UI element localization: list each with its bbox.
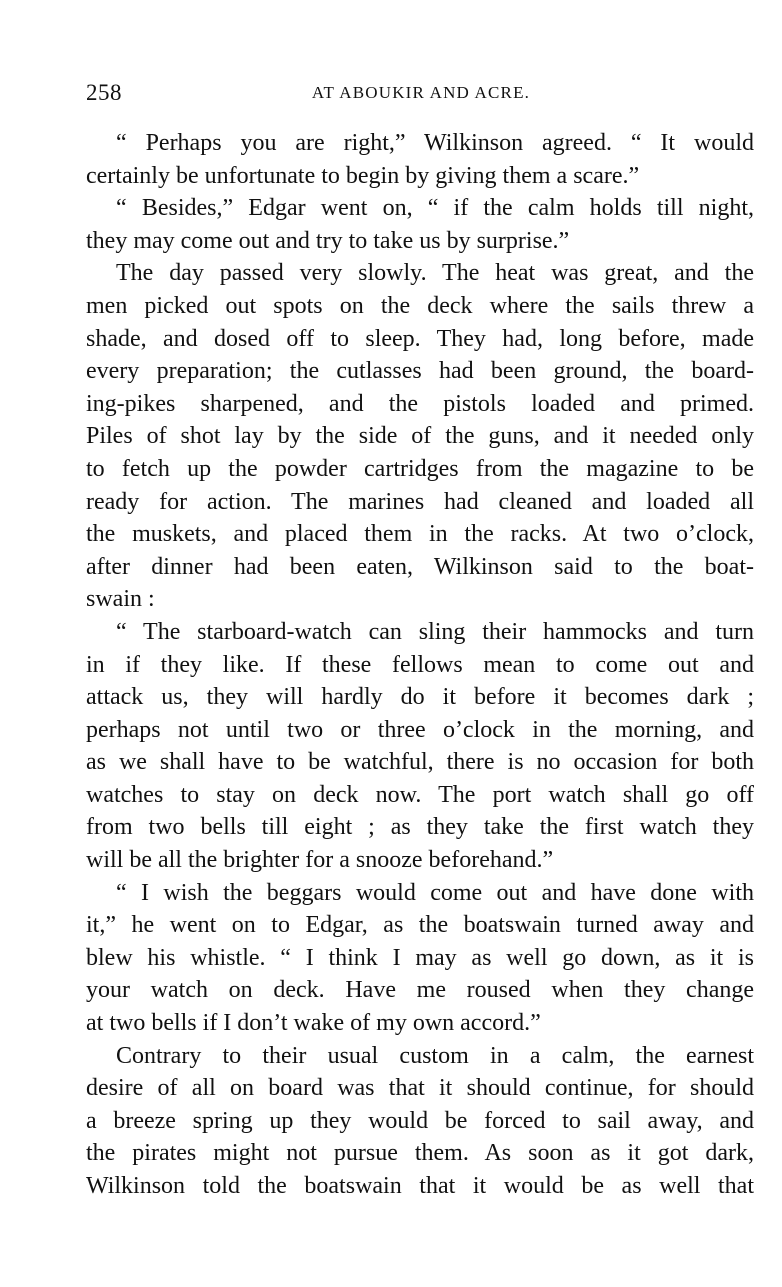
text-line: ing-pikes sharpened, and the pistols loaded and primed. — [86, 390, 754, 417]
text-line: they may come out and try to take us by surprise.” — [86, 227, 570, 254]
text-line: in if they like. If these fellows mean to come out and — [86, 651, 754, 678]
text-line: the pirates might not pursue them. As soon as it got dark, — [86, 1140, 754, 1167]
text-line: your watch on deck. Have me roused when they change — [86, 977, 754, 1004]
text-line: as we shall have to be watchful, there is no occasion for both — [86, 749, 754, 776]
text-line: after dinner had been eaten, Wilkinson said to the boat- — [86, 553, 754, 580]
text-line: “ Besides,” Edgar went on, “ if the calm holds till night, — [116, 195, 754, 222]
text-line: The day passed very slowly. The heat was great, and the — [116, 260, 754, 287]
running-title: AT ABOUKIR AND ACRE. — [311, 83, 531, 102]
text-line: men picked out spots on the deck where the sails threw a — [86, 292, 754, 319]
page-header — [86, 80, 756, 110]
text-line: the muskets, and placed them in the racks. At two o’clock, — [86, 521, 754, 548]
text-line: will be all the brighter for a snooze beforehand.” — [86, 847, 554, 874]
text-line: perhaps not until two or three o’clock in the morning, and — [86, 716, 754, 743]
text-line: a breeze spring up they would be forced to sail away, and — [86, 1107, 754, 1134]
text-line: ready for action. The marines had cleaned and loaded all — [86, 488, 754, 515]
text-line: every preparation; the cutlasses had been ground, the board- — [86, 358, 754, 385]
text-line: desire of all on board was that it should continue, for should — [86, 1075, 754, 1102]
text-line: at two bells if I don’t wake of my own accord.” — [86, 1010, 541, 1037]
text-line: “ I wish the beggars would come out and have done with — [116, 879, 754, 906]
text-line: to fetch up the powder cartridges from the magazine to be — [86, 455, 754, 482]
text-line: “ Perhaps you are right,” Wilkinson agreed. “ It would — [116, 130, 754, 156]
text-line: watches to stay on deck now. The port watch shall go off — [86, 781, 754, 808]
body-text — [86, 127, 754, 1203]
text-line: blew his whistle. “ I think I may as well go down, as it is — [86, 944, 754, 971]
text-line: attack us, they will hardly do it before it becomes dark ; — [86, 684, 754, 711]
text-line: “ The starboard-watch can sling their hammocks and turn — [116, 618, 754, 645]
text-line: Wilkinson told the boatswain that it would be as well that — [86, 1173, 754, 1199]
text-line: Piles of shot lay by the side of the guns, and it needed only — [86, 423, 754, 450]
text-line: it,” he went on to Edgar, as the boatswain turned away and — [86, 912, 754, 939]
text-line: swain : — [86, 586, 155, 613]
page-number: 258 — [86, 80, 122, 105]
text-line: shade, and dosed off to sleep. They had, long before, made — [86, 325, 754, 352]
text-line: from two bells till eight ; as they take the first watch they — [86, 814, 754, 841]
text-line: certainly be unfortunate to begin by giving them a scare.” — [86, 162, 640, 189]
text-line: Contrary to their usual custom in a calm, the earnest — [116, 1042, 754, 1069]
